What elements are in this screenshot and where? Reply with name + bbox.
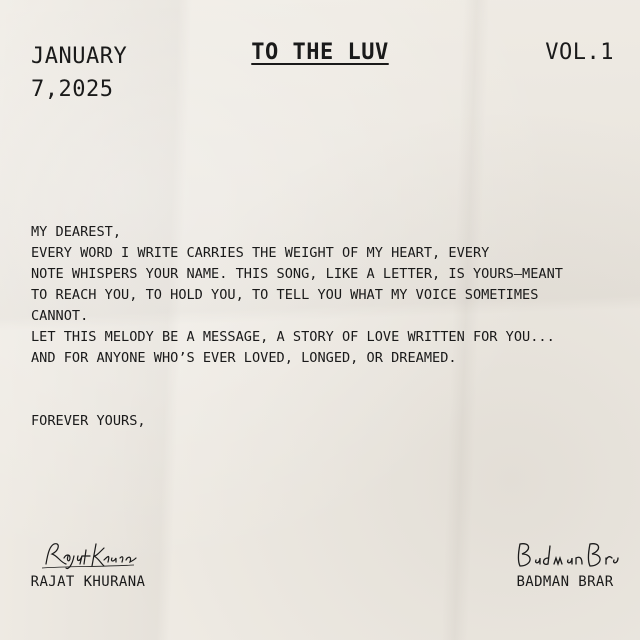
page-title bbox=[0, 40, 640, 65]
signature-name: RAJAT KHURANA bbox=[30, 574, 146, 590]
letter-line: AND FOR ANYONE WHO’S EVER LOVED, LONGED, OR DREAMED. bbox=[31, 350, 457, 366]
letter-body bbox=[31, 222, 621, 432]
title-text: TO THE LUV bbox=[251, 40, 389, 65]
letter-line: TO REACH YOU, TO HOLD YOU, TO TELL YOU WHAT MY VOICE SOMETIMES bbox=[31, 287, 539, 303]
handwritten-signature-rajat bbox=[38, 538, 138, 572]
letter-line: CANNOT. bbox=[31, 308, 89, 324]
signature-rajat-khurana bbox=[18, 538, 158, 590]
date-label: JANUARY 7,2025 bbox=[31, 44, 128, 102]
letter-line: EVERY WORD I WRITE CARRIES THE WEIGHT OF MY HEART, EVERY bbox=[31, 245, 490, 261]
signature-badman-brar bbox=[495, 538, 635, 590]
handwritten-signature-badman bbox=[510, 538, 620, 572]
letter-line: LET THIS MELODY BE A MESSAGE, A STORY OF LOVE WRITTEN FOR YOU... bbox=[31, 329, 555, 345]
signature-name: BADMAN BRAR bbox=[516, 574, 614, 590]
letter-greeting: MY DEAREST, bbox=[31, 224, 122, 240]
letter-line: NOTE WHISPERS YOUR NAME. THIS SONG, LIKE A LETTER, IS YOURS—MEANT bbox=[31, 266, 563, 282]
letter-closing: FOREVER YOURS, bbox=[31, 413, 146, 429]
volume-label: VOL.1 bbox=[545, 40, 614, 65]
